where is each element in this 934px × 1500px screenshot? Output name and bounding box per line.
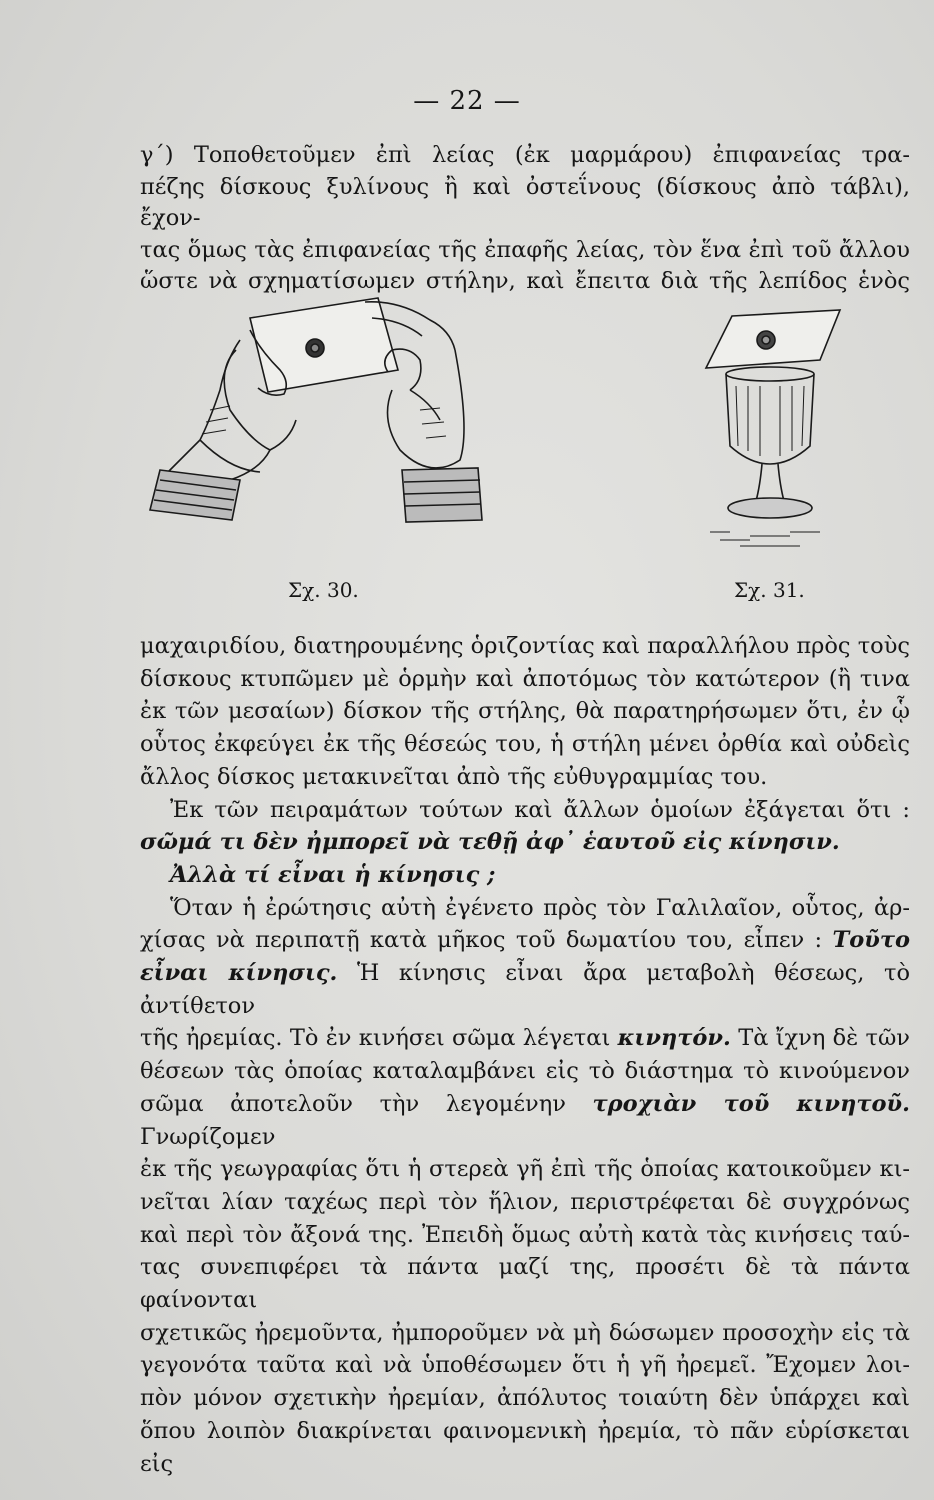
text-line: θέσεων τὰς ὁποίας καταλαμβάνει εἰς τὸ διάστημα τὸ κινούμενον [140, 1058, 910, 1085]
text-span: σῶμα ἀποτελοῦν τὴν λεγομένην [140, 1090, 593, 1117]
text-span: Τὰ ἴχνη δὲ τῶν [730, 1025, 910, 1052]
section-question: Ἀλλὰ τί εἶναι ἡ κίνησις ; [170, 861, 496, 888]
figure-31-glass-card [690, 296, 880, 551]
emphasis-span: εἶναι κίνησις. [140, 960, 338, 987]
text-line: ἐκ τῶν μεσαίων) δίσκον τῆς στήλης, θὰ παρατηρήσωμεν ὅτι, ἐν ᾧ [140, 698, 910, 725]
glass-card-illustration [690, 296, 880, 551]
text-span: χίσας νὰ περιπατῇ κατὰ μῆκος τοῦ δωματίου του, εἶπεν : [140, 927, 833, 954]
conclusion-emphasis: σῶμά τι δὲν ἠμπορεῖ νὰ τεθῇ ἀφ᾿ ἑαυτοῦ εἰς κίνησιν. [140, 829, 840, 856]
emphasis-span: Τοῦτο [832, 927, 910, 954]
text-line: Ὅταν ἡ ἐρώτησις αὐτὴ ἐγένετο πρὸς τὸν Γαλιλαῖον, οὗτος, ἀρ- [170, 894, 910, 921]
figure-30-caption: Σχ. 30. [288, 578, 359, 602]
conclusion-line: Ἐκ τῶν πειραμάτων τούτων καὶ ἄλλων ὁμοίων ἐξάγεται ὅτι : [170, 796, 910, 823]
figure-30-hands-card [140, 290, 500, 550]
text-line: πὸν μόνον σχετικὴν ἠρεμίαν, ἀπόλυτος τοιαύτη δὲν ὑπάρχει καὶ [140, 1385, 910, 1412]
text-line: νεῖται λίαν ταχέως περὶ τὸν ἥλιον, περιστρέφεται δὲ συγχρόνως [140, 1188, 910, 1215]
text-line: τας συνεπιφέρει τὰ πάντα μαζί της, προσέτι δὲ τὰ πάντα φαίνονται [140, 1254, 910, 1314]
hands-card-illustration [140, 290, 500, 550]
text-line [140, 1022, 910, 1055]
text-span: τῆς ἠρεμίας. Τὸ ἐν κινήσει σῶμα λέγεται [140, 1025, 618, 1052]
page-number: — 22 — [413, 86, 521, 116]
text-line: τας ὅμως τὰς ἐπιφανείας τῆς ἐπαφῆς λείας, τὸν ἕνα ἐπὶ τοῦ ἄλλου [140, 236, 910, 263]
text-line: δίσκους κτυπῶμεν μὲ ὁρμὴν καὶ ἀποτόμως τὸν κατώτερον (ἢ τινα [140, 665, 910, 692]
emphasis-span: κινητόν. [617, 1025, 731, 1052]
text-line: σχετικῶς ἠρεμοῦντα, ἠμποροῦμεν νὰ μὴ δώσωμεν προσοχὴν εἰς τὰ [140, 1319, 910, 1346]
text-line: καὶ περὶ τὸν ἄξονά της. Ἐπειδὴ ὅμως αὐτὴ κατὰ τὰς κινήσεις ταύ- [140, 1221, 910, 1248]
bottom-paragraph [140, 630, 910, 1480]
text-line: ὅπου λοιπὸν διακρίνεται φαινομενικὴ ἠρεμία, τὸ πᾶν εὑρίσκεται εἰς [140, 1417, 910, 1477]
text-line [140, 1088, 910, 1153]
text-line: ἄλλος δίσκος μετακινεῖται ἀπὸ τῆς εὐθυγραμμίας του. [140, 763, 768, 790]
text-span: Γνωρίζομεν [140, 1123, 276, 1150]
emphasis-span: τροχιὰν τοῦ κινητοῦ. [592, 1090, 910, 1117]
top-paragraph [140, 140, 910, 298]
text-line [140, 957, 910, 1022]
text-line: πέζης δίσκους ξυλίνους ἢ καὶ ὀστεΐνους (δίσκους ἀπὸ τάβλι), ἔχον- [140, 173, 910, 232]
text-line [140, 924, 910, 957]
text-line: οὗτος ἐκφεύγει ἐκ τῆς θέσεώς του, ἡ στήλη μένει ὀρθία καὶ οὐδεὶς [140, 731, 910, 758]
text-line: γ΄) Τοποθετοῦμεν ἐπὶ λείας (ἐκ μαρμάρου) ἐπιφανείας τρα- [140, 142, 910, 168]
text-span: Ἡ κίνησις εἶναι ἄρα μεταβολὴ θέσεως, τὸ ἀντίθετον [140, 960, 910, 1019]
text-line: ἐκ τῆς γεωγραφίας ὅτι ἡ στερεὰ γῆ ἐπὶ τῆς ὁποίας κατοικοῦμεν κι- [140, 1156, 910, 1183]
text-line: γεγονότα ταῦτα καὶ νὰ ὑποθέσωμεν ὅτι ἡ γῆ ἠρεμεῖ. Ἔχομεν λοι- [140, 1352, 910, 1379]
text-line: μαχαιριδίου, διατηρουμένης ὁριζοντίας καὶ παραλλήλου πρὸς τοὺς [140, 633, 910, 659]
text-line: ὥστε νὰ σχηματίσωμεν στήλην, καὶ ἔπειτα διὰ τῆς λεπίδος ἑνὸς [140, 268, 910, 295]
figure-31-caption: Σχ. 31. [734, 578, 805, 602]
